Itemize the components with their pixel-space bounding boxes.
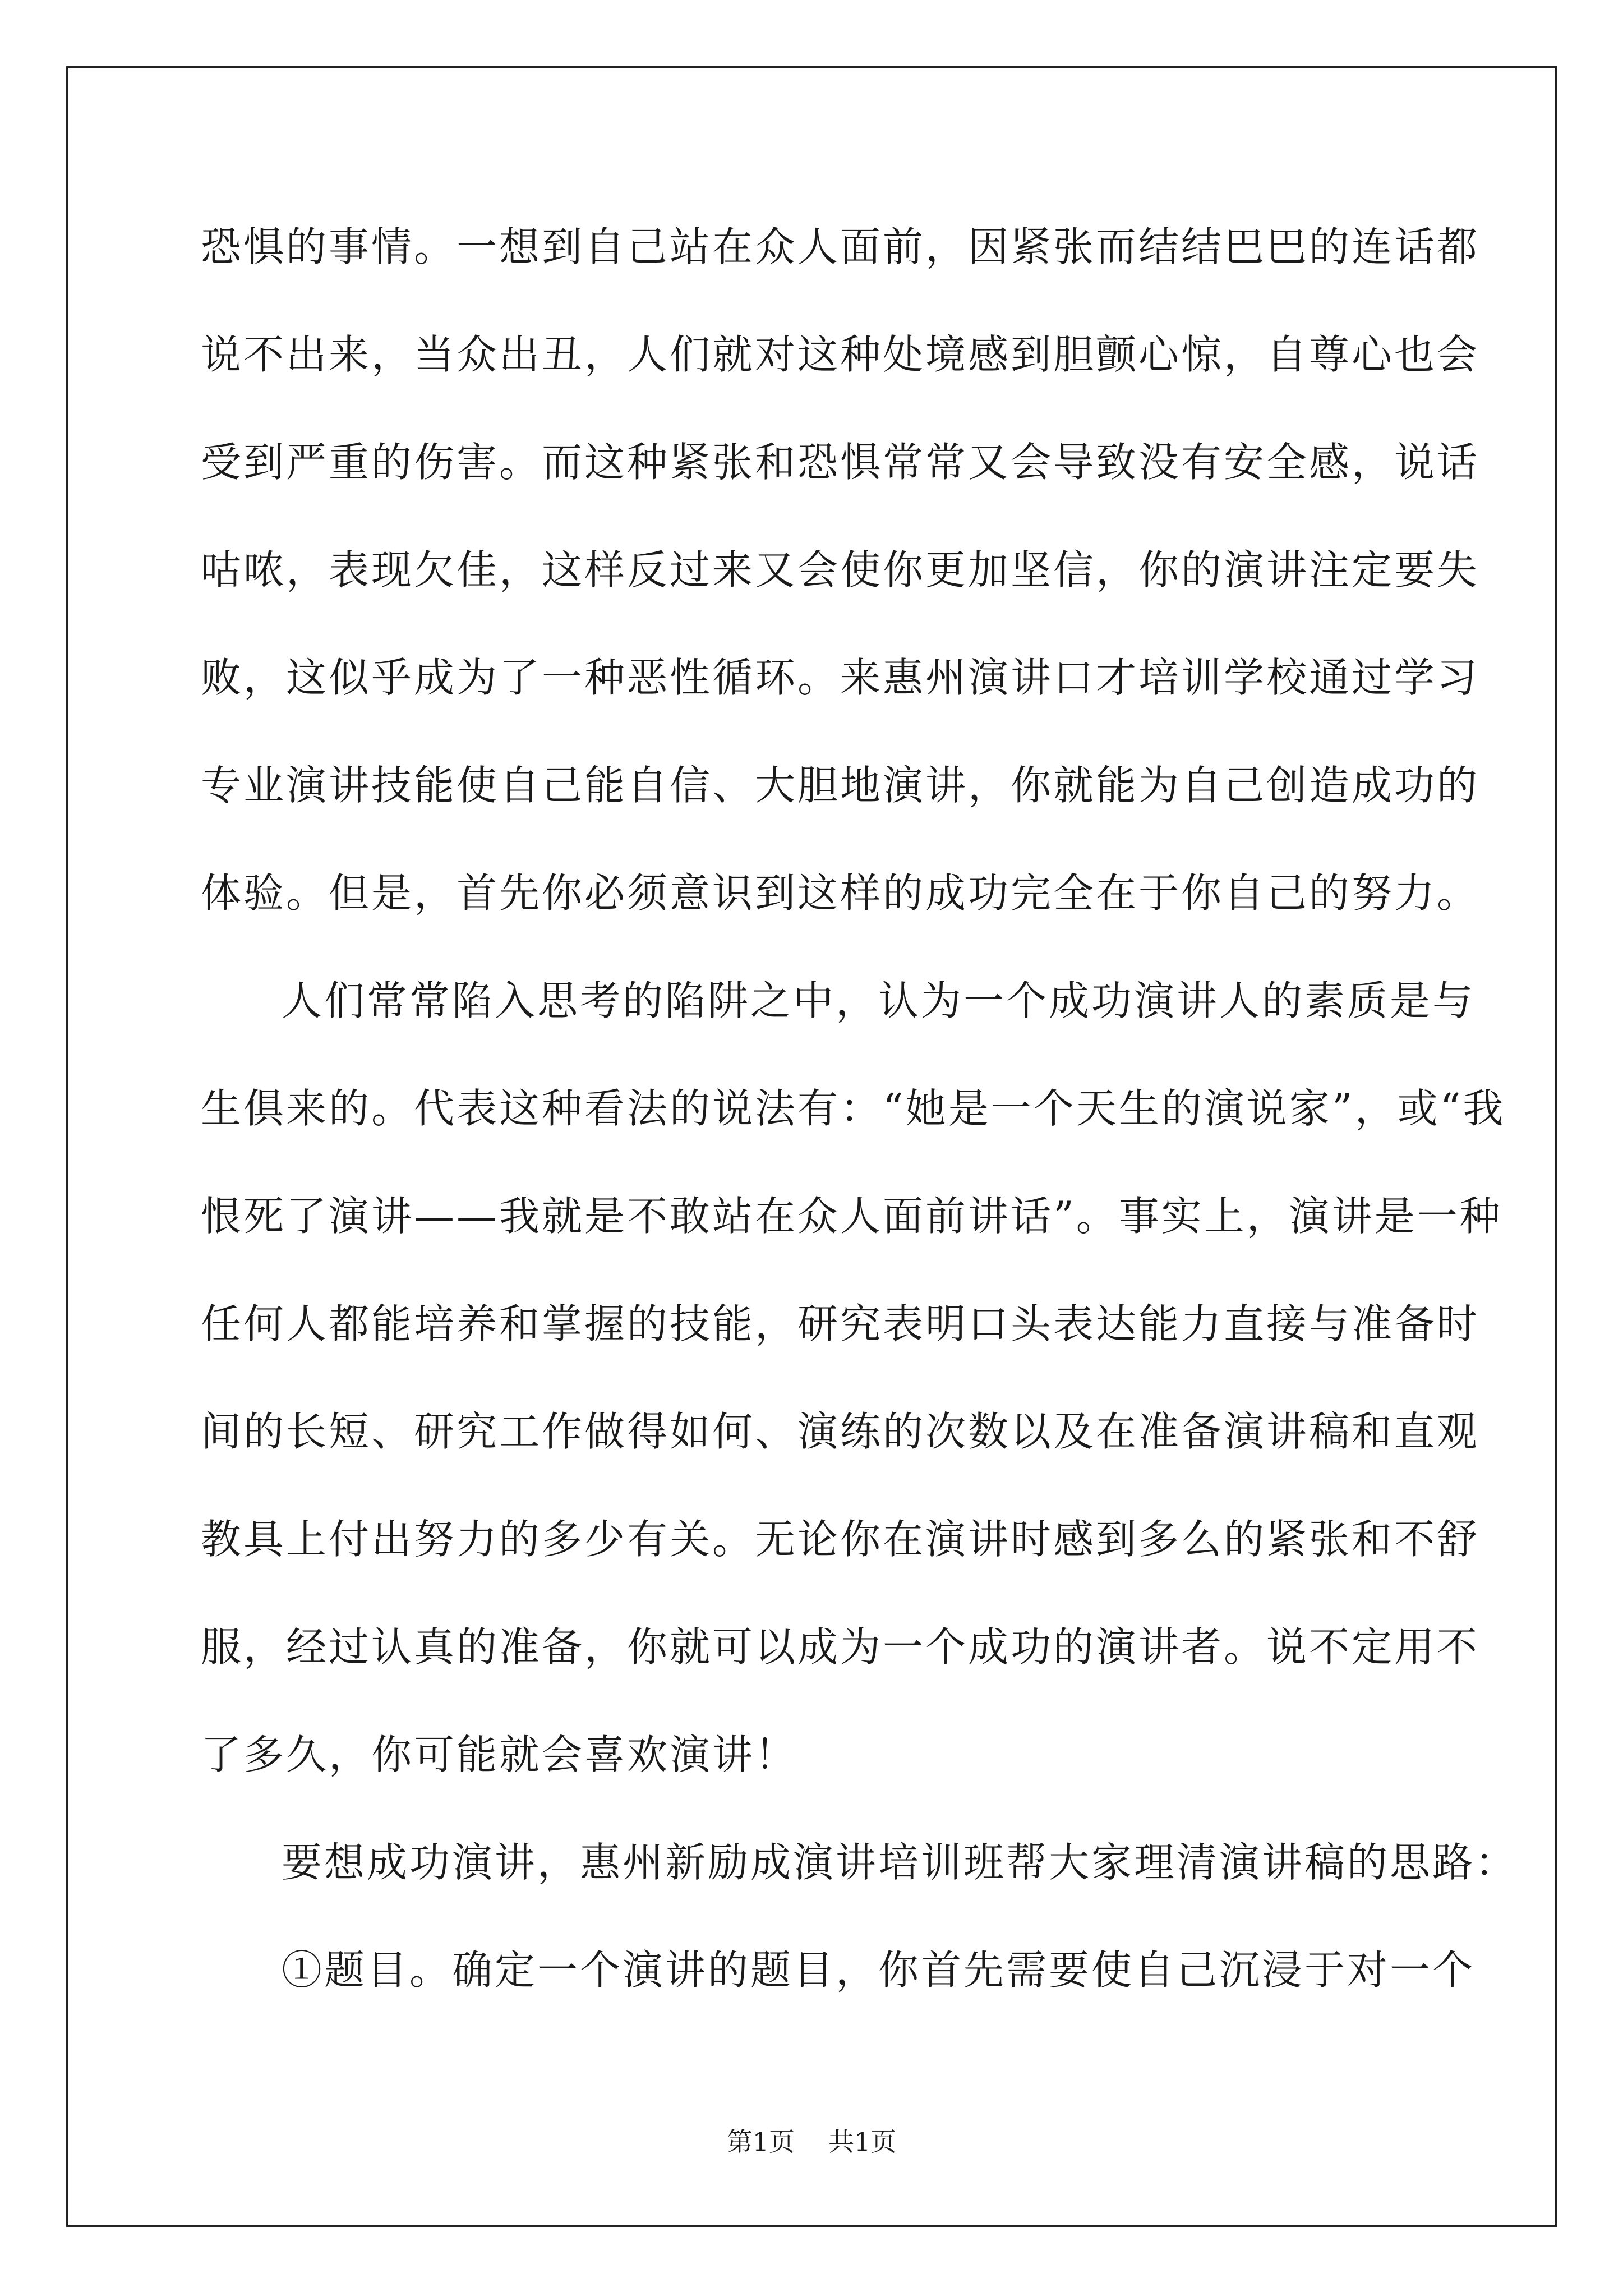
document-body bbox=[201, 213, 1518, 2044]
paragraph-start-line: 要想成功演讲，惠州新励成演讲培训班帮大家理清演讲稿的思路： bbox=[282, 1839, 1518, 1886]
text-line: 说不出来，当众出丑，人们就对这种处境感到胆颤心惊，自尊心也会 bbox=[201, 331, 1480, 378]
text-line: 生俱来的。代表这种看法的说法有：“她是一个天生的演说家”，或“我 bbox=[201, 1085, 1506, 1132]
paragraph-start-line: 人们常常陷入思考的陷阱之中，认为一个成功演讲人的素质是与 bbox=[282, 977, 1476, 1024]
text-line: 恐惧的事情。一想到自己站在众人面前，因紧张而结结巴巴的连话都 bbox=[201, 223, 1480, 270]
text-line: 任何人都能培养和掌握的技能，研究表明口头表达能力直接与准备时 bbox=[201, 1300, 1480, 1347]
text-line: 受到严重的伤害。而这种紧张和恐惧常常又会导致没有安全感，说话 bbox=[201, 439, 1480, 486]
text-line: 间的长短、研究工作做得如何、演练的次数以及在准备演讲稿和直观 bbox=[201, 1408, 1480, 1455]
text-line: 教具上付出努力的多少有关。无论你在演讲时感到多么的紧张和不舒 bbox=[201, 1516, 1480, 1563]
text-line: 服，经过认真的准备，你就可以成为一个成功的演讲者。说不定用不 bbox=[201, 1623, 1480, 1671]
text-line: 咕哝，表现欠佳，这样反过来又会使你更加坚信，你的演讲注定要失 bbox=[201, 546, 1480, 593]
page-total: 共1页 bbox=[828, 2127, 897, 2157]
text-line: 专业演讲技能使自己能自信、大胆地演讲，你就能为自己创造成功的 bbox=[201, 762, 1480, 809]
text-line: 恨死了演讲——我就是不敢站在众人面前讲话”。事实上，演讲是一种 bbox=[201, 1193, 1502, 1240]
text-line: 体验。但是，首先你必须意识到这样的成功完全在于你自己的努力。 bbox=[201, 869, 1480, 917]
page-footer bbox=[0, 2125, 1623, 2159]
page-number: 第1页 bbox=[726, 2127, 795, 2157]
text-line: 败，这似乎成为了一种恶性循环。来惠州演讲口才培训学校通过学习 bbox=[201, 654, 1480, 701]
paragraph-start-line: ①题目。确定一个演讲的题目，你首先需要使自己沉浸于对一个 bbox=[282, 1947, 1476, 1994]
text-line: 了多久，你可能就会喜欢演讲！ bbox=[201, 1731, 798, 1778]
